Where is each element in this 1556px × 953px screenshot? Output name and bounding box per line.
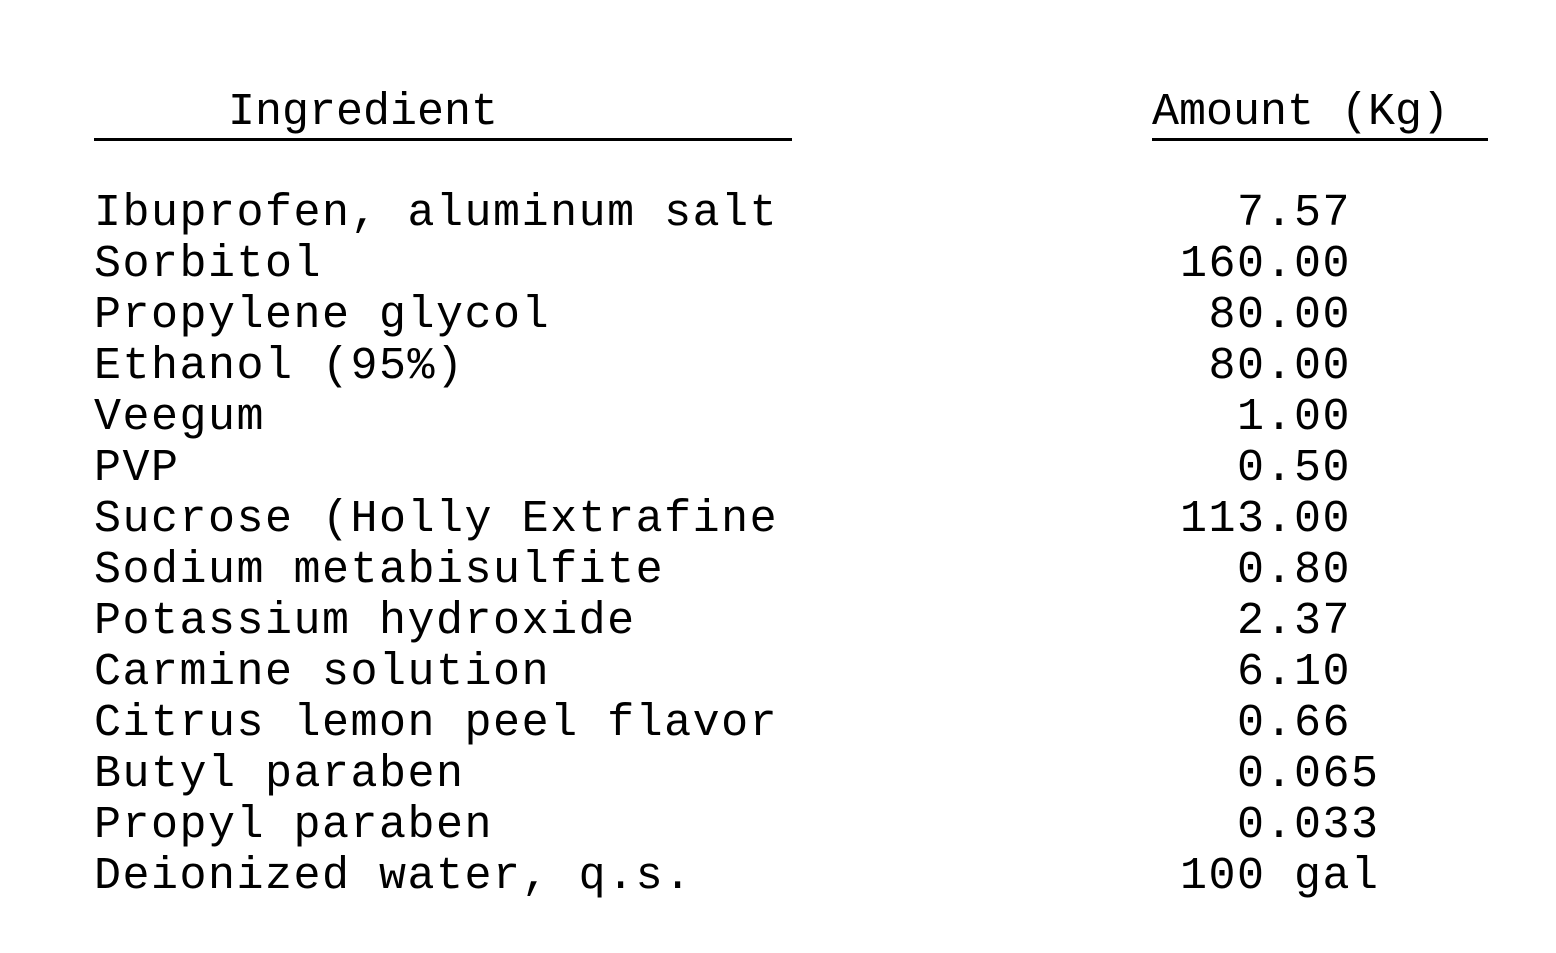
ingredient-name: Sodium metabisulfite (94, 545, 665, 596)
ingredient-amount: 0.66 (1180, 698, 1352, 749)
ingredient-name: Butyl paraben (94, 749, 465, 800)
ingredient-name: Propyl paraben (94, 800, 494, 851)
ingredient-name: Deionized water, q.s. (94, 851, 693, 902)
table-row (94, 545, 1514, 596)
table-row (94, 749, 1514, 800)
ingredient-name: Ibuprofen, aluminum salt (94, 188, 779, 239)
table-row (94, 596, 1514, 647)
ingredient-name: Propylene glycol (94, 290, 551, 341)
table-row (94, 800, 1514, 851)
ingredient-table (94, 188, 1514, 902)
ingredient-amount: 0.50 (1180, 443, 1352, 494)
table-row (94, 392, 1514, 443)
ingredient-name: Veegum (94, 392, 266, 443)
ingredient-amount: 0.033 (1180, 800, 1380, 851)
table-row (94, 188, 1514, 239)
ingredient-name: Citrus lemon peel flavor (94, 698, 779, 749)
ingredient-amount: 2.37 (1180, 596, 1352, 647)
amount-header-label: Amount (Kg) (1152, 87, 1450, 138)
ingredient-amount: 1.00 (1180, 392, 1352, 443)
ingredient-amount: 0.80 (1180, 545, 1352, 596)
table-row (94, 698, 1514, 749)
table-row (94, 494, 1514, 545)
ingredient-header-label: Ingredient (227, 87, 499, 138)
ingredient-column-header (94, 84, 792, 141)
ingredient-amount: 6.10 (1180, 647, 1352, 698)
ingredient-name: Potassium hydroxide (94, 596, 636, 647)
ingredient-name: Ethanol (95%) (94, 341, 465, 392)
table-row (94, 239, 1514, 290)
table-row (94, 290, 1514, 341)
ingredient-amount: 160.00 (1180, 239, 1352, 290)
ingredient-name: Carmine solution (94, 647, 551, 698)
ingredient-amount: 100 gal (1180, 851, 1380, 902)
table-row (94, 443, 1514, 494)
amount-column-header (1152, 84, 1488, 141)
ingredient-amount: 80.00 (1180, 341, 1352, 392)
ingredient-amount: 7.57 (1180, 188, 1352, 239)
ingredient-amount: 113.00 (1180, 494, 1352, 545)
ingredient-name: PVP (94, 443, 180, 494)
ingredient-name: Sorbitol (94, 239, 323, 290)
table-row (94, 851, 1514, 902)
table-row (94, 647, 1514, 698)
ingredient-amount: 80.00 (1180, 290, 1352, 341)
ingredient-amount: 0.065 (1180, 749, 1380, 800)
table-row (94, 341, 1514, 392)
ingredient-name: Sucrose (Holly Extrafine (94, 494, 779, 545)
